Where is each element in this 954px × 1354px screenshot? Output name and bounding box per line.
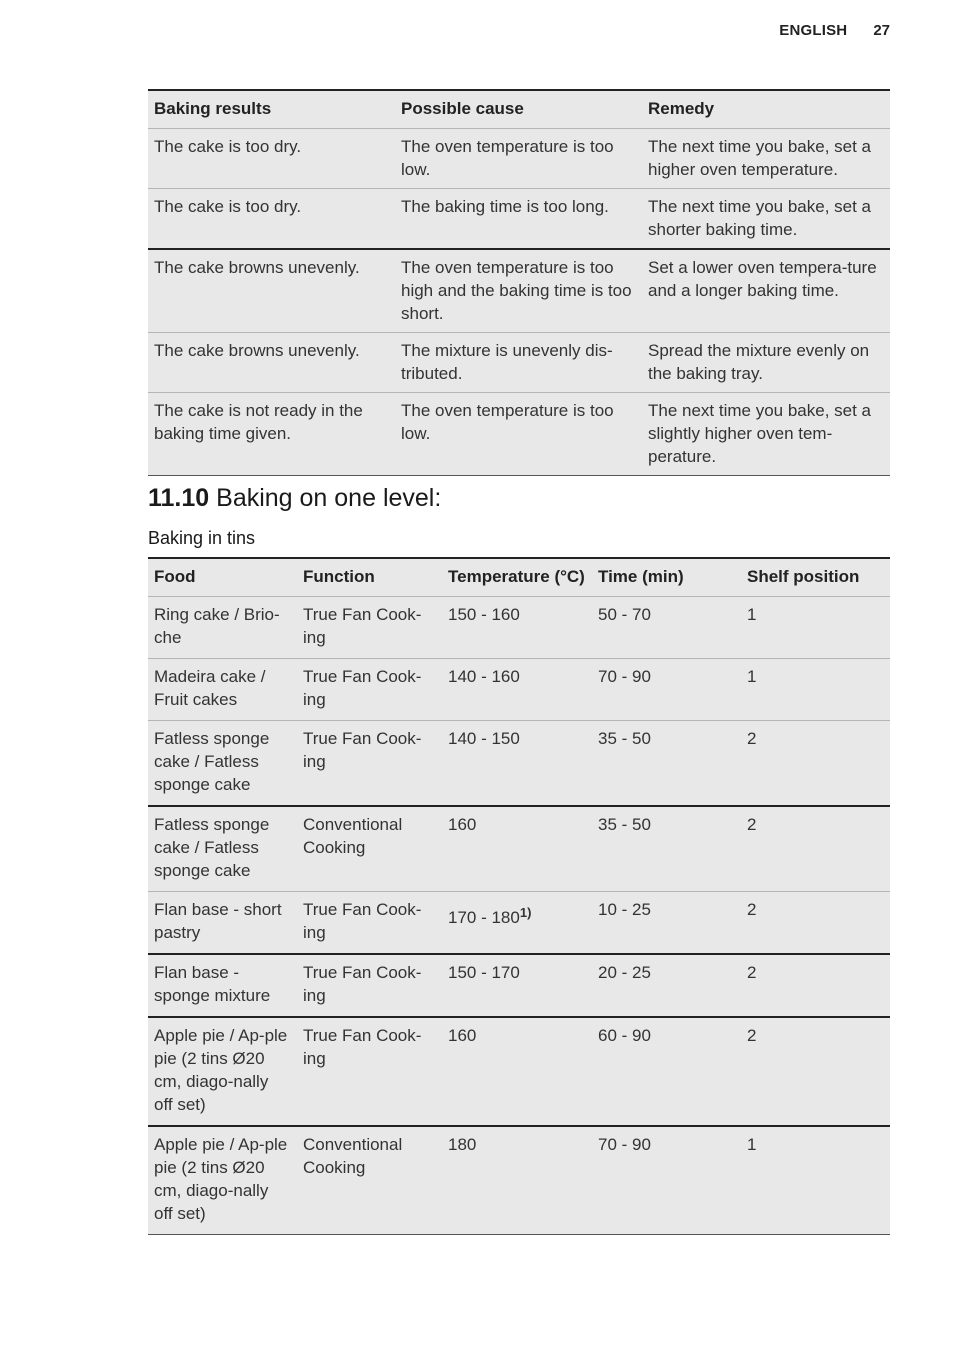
subheading: Baking in tins: [148, 528, 256, 548]
table-cell: 140 - 150: [442, 721, 592, 807]
table-cell: The baking time is too long.: [395, 189, 642, 250]
table-cell: 20 - 25: [592, 954, 741, 1017]
table-cell: The oven temperature is too high and the baking time is too short.: [395, 249, 642, 333]
table-cell: True Fan Cook-ing: [297, 597, 442, 659]
table-cell: 150 - 170: [442, 954, 592, 1017]
section-heading: Baking on one level:: [216, 484, 442, 512]
table-cell: True Fan Cook-ing: [297, 954, 442, 1017]
table-row: [148, 892, 890, 955]
table-cell: 2: [741, 892, 890, 955]
column-header: Baking results: [148, 90, 395, 129]
table-cell: 1: [741, 1126, 890, 1235]
column-header: Temperature (°C): [442, 558, 592, 597]
table-cell: 35 - 50: [592, 806, 741, 892]
table-cell: 70 - 90: [592, 659, 741, 721]
table-cell: Conventional Cooking: [297, 806, 442, 892]
table-cell: Apple pie / Ap-ple pie (2 tins Ø20 cm, diago-nally off set): [148, 1126, 297, 1235]
column-header: Time (min): [592, 558, 741, 597]
table-cell: 2: [741, 806, 890, 892]
baking-results-table: [148, 89, 890, 476]
table-cell: 180: [442, 1126, 592, 1235]
table-row: [148, 806, 890, 892]
table-cell: Flan base - short pastry: [148, 892, 297, 955]
table-cell: Apple pie / Ap-ple pie (2 tins Ø20 cm, diago-nally off set): [148, 1017, 297, 1126]
column-header: Remedy: [642, 90, 890, 129]
table-cell: Conventional Cooking: [297, 1126, 442, 1235]
table-row: [148, 249, 890, 333]
table-cell: 50 - 70: [592, 597, 741, 659]
table-row: [148, 129, 890, 189]
table-cell: The cake is too dry.: [148, 189, 395, 250]
table-cell: The cake browns unevenly.: [148, 249, 395, 333]
table-cell: The mixture is unevenly dis-tributed.: [395, 333, 642, 393]
page-number: 27: [873, 22, 890, 39]
table-row: [148, 721, 890, 807]
table-cell: Set a lower oven tempera-ture and a longer baking time.: [642, 249, 890, 333]
table-cell: Fatless sponge cake / Fatless sponge cake: [148, 721, 297, 807]
table-cell: 160: [442, 806, 592, 892]
table-cell: 60 - 90: [592, 1017, 741, 1126]
table-cell: The oven temperature is too low.: [395, 393, 642, 476]
table-cell: 70 - 90: [592, 1126, 741, 1235]
temperature-value: 170 - 180: [448, 908, 520, 927]
table-row: [148, 393, 890, 476]
table-header-row: [148, 90, 890, 129]
table-cell: 2: [741, 721, 890, 807]
section-title: [148, 484, 441, 513]
table-row: [148, 659, 890, 721]
table-cell: The cake is not ready in the baking time given.: [148, 393, 395, 476]
table-cell: Spread the mixture evenly on the baking tray.: [642, 333, 890, 393]
table-cell: The cake is too dry.: [148, 129, 395, 189]
column-header: Shelf position: [741, 558, 890, 597]
table-cell: Flan base - sponge mixture: [148, 954, 297, 1017]
table-cell: True Fan Cook-ing: [297, 1017, 442, 1126]
table-cell: True Fan Cook-ing: [297, 721, 442, 807]
table-cell: True Fan Cook-ing: [297, 892, 442, 955]
column-header: Food: [148, 558, 297, 597]
table-cell: The next time you bake, set a higher oven temperature.: [642, 129, 890, 189]
table-cell: The next time you bake, set a slightly higher oven tem-perature.: [642, 393, 890, 476]
table-row: [148, 189, 890, 250]
table-row: [148, 1017, 890, 1126]
table-header-row: [148, 558, 890, 597]
table-cell: Ring cake / Brio-che: [148, 597, 297, 659]
table-cell: [442, 892, 592, 955]
table-cell: 10 - 25: [592, 892, 741, 955]
column-header: Possible cause: [395, 90, 642, 129]
table-cell: 2: [741, 954, 890, 1017]
page-header: [779, 22, 890, 39]
footnote-marker: 1): [519, 905, 532, 920]
table-cell: 1: [741, 597, 890, 659]
table-cell: The oven temperature is too low.: [395, 129, 642, 189]
table-row: [148, 333, 890, 393]
table-cell: 2: [741, 1017, 890, 1126]
table-cell: Madeira cake / Fruit cakes: [148, 659, 297, 721]
table-cell: The next time you bake, set a shorter baking time.: [642, 189, 890, 250]
table-row: [148, 1126, 890, 1235]
section-number: 11.10: [148, 484, 210, 512]
column-header: Function: [297, 558, 442, 597]
table-cell: Fatless sponge cake / Fatless sponge cake: [148, 806, 297, 892]
table-cell: 35 - 50: [592, 721, 741, 807]
baking-in-tins-table: [148, 557, 890, 1235]
language-label: ENGLISH: [779, 22, 848, 39]
table-row: [148, 597, 890, 659]
table-cell: True Fan Cook-ing: [297, 659, 442, 721]
table-row: [148, 954, 890, 1017]
table-cell: 1: [741, 659, 890, 721]
table-cell: 150 - 160: [442, 597, 592, 659]
table-cell: 160: [442, 1017, 592, 1126]
table-cell: The cake browns unevenly.: [148, 333, 395, 393]
table-cell: 140 - 160: [442, 659, 592, 721]
